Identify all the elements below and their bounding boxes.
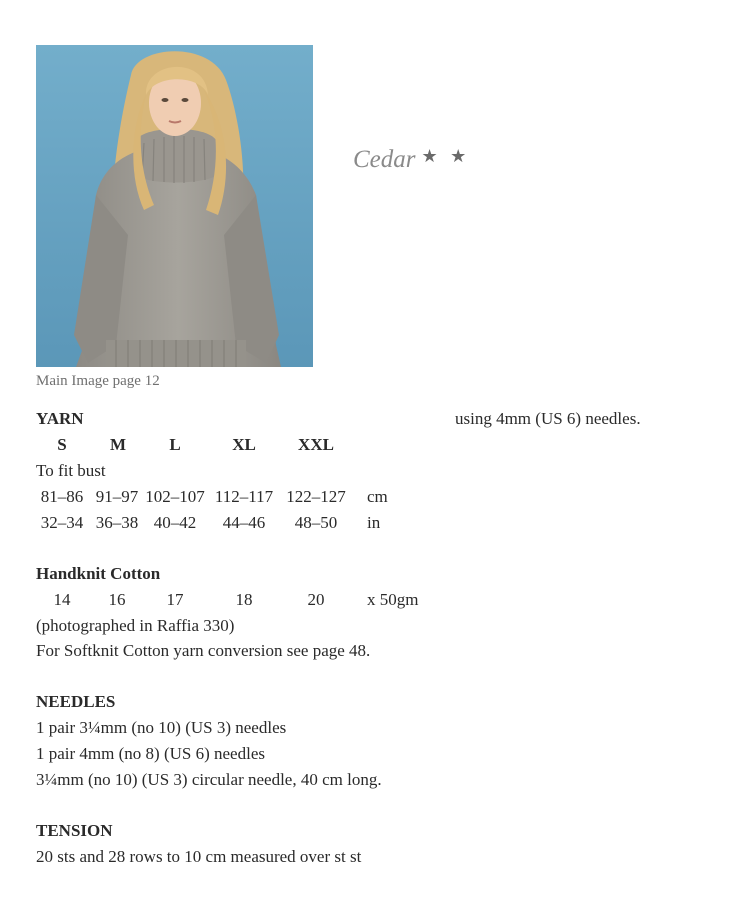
needle-note: using 4mm (US 6) needles.	[455, 409, 641, 428]
photo-caption: Main Image page 12	[36, 373, 160, 389]
ball-count: 20	[307, 590, 325, 609]
photographed-note: (photographed in Raffia 330)	[36, 616, 235, 635]
needles-heading: NEEDLES	[36, 692, 116, 711]
fit-label: To fit bust	[36, 461, 106, 480]
ball-count: 14	[53, 590, 71, 609]
tension-heading: TENSION	[36, 821, 113, 840]
bust-in-value: 44–46	[222, 513, 266, 532]
yarn-heading: YARN	[36, 409, 84, 428]
needle-line: 1 pair 4mm (no 8) (US 6) needles	[36, 744, 265, 763]
bust-cm-value: 81–86	[40, 487, 84, 506]
cm-unit: cm	[367, 487, 388, 506]
size-header: XXL	[298, 435, 334, 454]
handknit-heading: Handknit Cotton	[36, 564, 161, 583]
needle-line: 3¼mm (no 10) (US 3) circular needle, 40 cm long.	[36, 770, 382, 789]
bust-in-value: 48–50	[294, 513, 338, 532]
model-photo	[36, 45, 313, 367]
size-header: XL	[232, 435, 256, 454]
ball-count: 17	[166, 590, 184, 609]
bust-cm-value: 122–127	[286, 487, 346, 506]
bust-in-value: 36–38	[95, 513, 139, 532]
pattern-name: Cedar	[353, 146, 416, 173]
bust-cm-value: 91–97	[95, 487, 139, 506]
bust-in-value: 32–34	[40, 513, 84, 532]
conversion-note: For Softknit Cotton yarn conversion see page 48.	[36, 641, 371, 660]
ball-count: 18	[235, 590, 253, 609]
tension-text: 20 sts and 28 rows to 10 cm measured over st st	[36, 847, 362, 866]
model-illustration	[36, 45, 313, 367]
size-header: L	[169, 435, 181, 454]
size-header: M	[109, 435, 127, 454]
pattern-title	[353, 146, 470, 174]
needle-line: 1 pair 3¼mm (no 10) (US 3) needles	[36, 718, 287, 737]
bust-in-value: 40–42	[153, 513, 197, 532]
bust-cm-value: 102–107	[145, 487, 205, 506]
ball-unit: x 50gm	[367, 590, 419, 609]
size-header: S	[57, 435, 67, 454]
ball-count: 16	[108, 590, 126, 609]
in-unit: in	[367, 513, 381, 532]
difficulty-stars: ★ ★	[421, 146, 471, 166]
bust-cm-value: 112–117	[214, 487, 274, 506]
